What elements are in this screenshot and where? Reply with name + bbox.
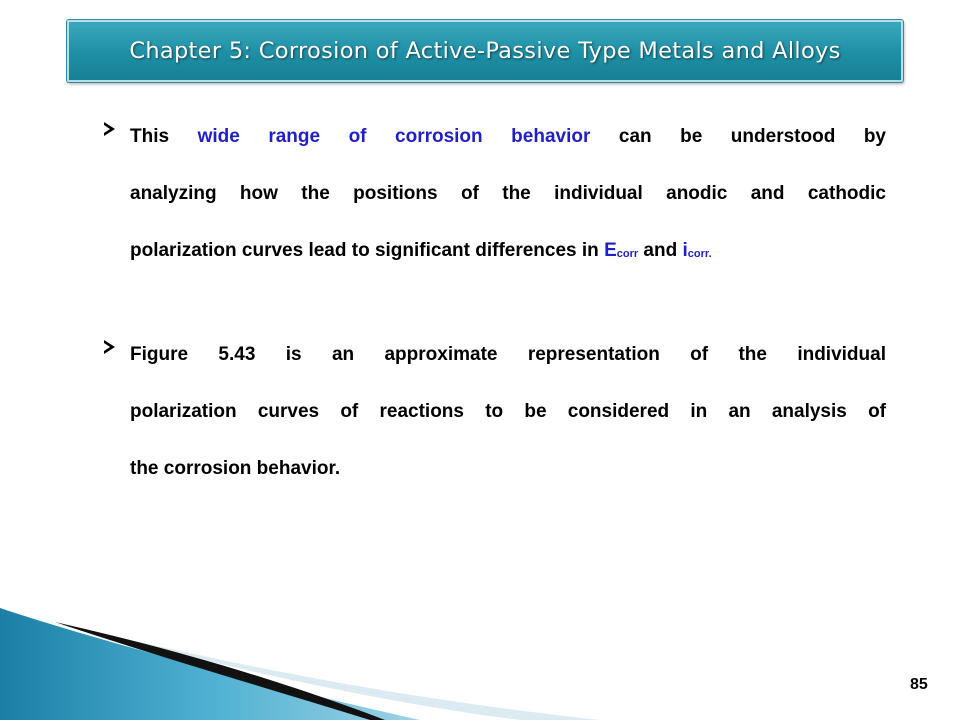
bullet-line: polarization curves of reactions to be considered in an analysis of	[130, 401, 886, 422]
bullet-item	[104, 108, 886, 279]
arrowhead-bullet-icon	[104, 122, 115, 136]
ecorr-symbol	[604, 240, 638, 261]
bullet-line: analyzing how the positions of the individual anodic and cathodic	[130, 183, 886, 204]
bullet-line	[130, 108, 886, 165]
text-run: can be understood by	[590, 126, 886, 147]
page-number: 85	[910, 676, 928, 693]
slide-title: Chapter 5: Corrosion of Active-Passive Type Metals and Alloys	[129, 38, 841, 64]
decorative-swoosh	[0, 590, 600, 720]
arrowhead-bullet-icon	[104, 340, 115, 354]
bullet-line	[130, 222, 886, 279]
title-bar	[67, 20, 903, 82]
text-run: polarization curves lead to significant differences in	[130, 240, 605, 261]
text-run: and	[638, 240, 683, 261]
symbol-subscript: corr	[616, 248, 639, 260]
bullet-line: the corrosion behavior.	[130, 458, 341, 479]
slide-content	[104, 108, 886, 544]
bullet-item	[104, 326, 886, 497]
symbol-main: i	[682, 240, 688, 261]
highlighted-phrase: wide range of corrosion behavior	[197, 126, 591, 147]
text-run: This	[130, 126, 198, 147]
symbol-main: E	[604, 240, 617, 261]
bullet-line: Figure 5.43 is an approximate representation of the individual	[130, 344, 886, 365]
icorr-symbol	[683, 240, 712, 261]
symbol-subscript: corr.	[687, 248, 712, 260]
